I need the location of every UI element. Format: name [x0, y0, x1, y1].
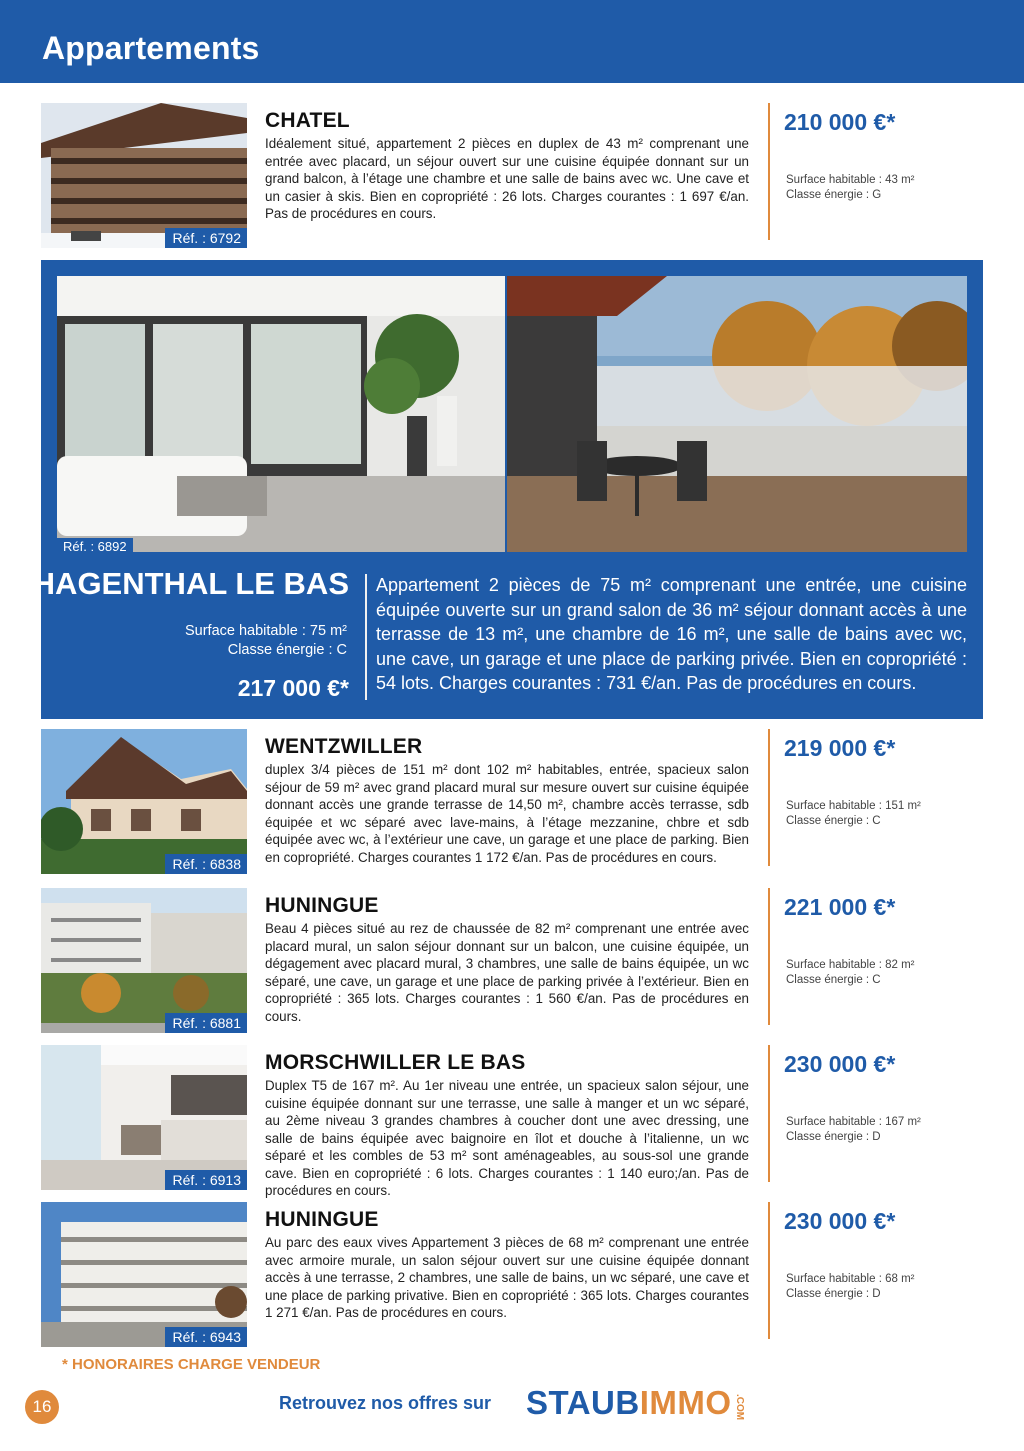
listing-description: Idéalement situé, appartement 2 pièces en duplex de 43 m² comprenant une entrée avec placard, un séjour ouvert sur une cuisine équipée donnant sur un grand balcon, à l’étage une chambre et une salle de bains avec wc. Une cave et un casier à skis. Bien en copropriété : 26 lots. Charges courantes : 1 697 €/an. Pas de procédures en cours.: [265, 136, 749, 221]
listing-specs: [786, 1272, 915, 1302]
listing-card[interactable]: [0, 103, 1024, 253]
listing-photo[interactable]: [41, 888, 247, 1033]
logo-text-staub: STAUB: [526, 1384, 640, 1421]
featured-description: Appartement 2 pièces de 75 m² comprenant une entrée, une cuisine équipée ouverte sur un grand salon de 36 m² séjour donnant accès à une terrasse de 13 m², une chambre de 16 m², une salle de bains avec wc, une cave, un garage et une place de parking privée. Bien en copropriété : 54 lots. Charges courantes : 731 €/an. Pas de procédures en cours.: [376, 575, 967, 693]
listing-price-panel: [768, 103, 970, 240]
listing-card[interactable]: [0, 1202, 1024, 1352]
listing-price-panel: [768, 1202, 970, 1339]
listing-price: 230 000 €*: [784, 1208, 896, 1234]
listing-card[interactable]: [0, 729, 1024, 879]
living-room-photo: [57, 276, 505, 552]
listing-price: 210 000 €*: [784, 109, 896, 135]
listing-price: 221 000 €*: [784, 894, 896, 920]
listing-title: MORSCHWILLER LE BAS: [265, 1051, 526, 1074]
energy-class-text: Classe énergie : C: [786, 974, 881, 986]
kitchen-photo: [41, 1045, 247, 1190]
featured-photo-living-room[interactable]: [57, 276, 505, 552]
divider: [365, 574, 367, 700]
listing-card[interactable]: [0, 888, 1024, 1038]
reference-badge: Réf. : 6892: [57, 538, 133, 555]
listing-price-panel: [768, 729, 970, 866]
page-title: Appartements: [42, 30, 260, 66]
surface-text: Surface habitable : 75 m²: [184, 623, 347, 639]
surface-text: Surface habitable : 43 m²: [786, 174, 915, 186]
fees-note: * HONORAIRES CHARGE VENDEUR: [62, 1356, 321, 1373]
energy-class-text: Classe énergie : C: [786, 815, 881, 827]
listing-specs: [786, 1115, 921, 1145]
house-photo: [41, 729, 247, 874]
featured-title: HAGENTHAL LE BAS: [32, 566, 349, 601]
surface-text: Surface habitable : 151 m²: [786, 800, 921, 812]
listing-price-panel: [768, 1045, 970, 1182]
featured-listing[interactable]: [32, 260, 983, 719]
featured-price: 217 000 €*: [237, 675, 349, 701]
listing-title: CHATEL: [265, 109, 350, 132]
logo-com-suffix: [734, 1392, 748, 1422]
logo-text-immo: IMMO: [639, 1384, 732, 1421]
featured-specs: [185, 622, 347, 660]
staubimmo-logo[interactable]: [526, 1384, 732, 1422]
apartment-building-photo: [41, 1202, 247, 1347]
listing-price: 219 000 €*: [784, 735, 896, 761]
energy-class-text: Classe énergie : G: [786, 189, 882, 201]
energy-class-text: Classe énergie : C: [227, 642, 347, 658]
reference-badge: Réf. : 6792: [165, 228, 248, 248]
listing-photo[interactable]: [41, 103, 247, 248]
listing-title: HUNINGUE: [265, 1208, 379, 1231]
website-prompt: Retrouvez nos offres sur: [279, 1393, 492, 1413]
energy-class-text: Classe énergie : D: [786, 1131, 881, 1143]
energy-class-text: Classe énergie : D: [786, 1288, 881, 1300]
listing-price-panel: [768, 888, 970, 1025]
apartment-block-photo: [41, 888, 247, 1033]
surface-text: Surface habitable : 68 m²: [786, 1273, 915, 1285]
listing-title: WENTZWILLER: [265, 735, 423, 758]
reference-badge: Réf. : 6913: [165, 1170, 248, 1190]
chalet-building-photo: [41, 103, 247, 248]
listing-photo[interactable]: [41, 1202, 247, 1347]
listing-description: duplex 3/4 pièces de 151 m² dont 102 m² habitables, entrée, spacieux salon séjour de 59 m² avec grand placard mural sur mesure ouvert sur cuisine équipée donnant accès une grande terrasse de 14,50 m², chambre accès terrasse, sdb équipée et wc séparé avec lave-mains, à l’étage mezzanine, chbre et sdb équipée avec wc, à l’extérieur une cave, un garage et une place de parking. Bien en copropriété. Charges courantes 1 172 €/an. Pas de procédures en cours.: [265, 762, 749, 865]
terrace-photo: [507, 276, 967, 552]
listing-photo[interactable]: [41, 1045, 247, 1190]
listing-description: Beau 4 pièces situé au rez de chaussée de 82 m² comprenant une entrée avec placard mural, un salon séjour donnant sur un balcon, une cuisine équipée, un dégagement avec placard mural, 3 chambres, une salle de bains équipée, un wc séparé, une cave, un garage et une place de parking privée à l’extérieur. Bien en copropriété : 365 lots. Charges courantes : 1 560 €/an. Pas de procédures en cours.: [265, 921, 749, 1024]
reference-badge: Réf. : 6838: [165, 854, 248, 874]
surface-text: Surface habitable : 167 m²: [786, 1116, 921, 1128]
featured-photo-terrace[interactable]: [507, 276, 967, 552]
listing-card[interactable]: [0, 1045, 1024, 1198]
reference-badge: Réf. : 6881: [165, 1013, 248, 1033]
listing-description: Au parc des eaux vives Appartement 3 pièces de 68 m² comprenant une entrée avec armoire murale, un salon séjour ouvert sur une cuisine équipée donnant accès à une terrasse, 2 chambres, une salle de bains, un wc séparé, une cave et une place de parking privative. Bien en copropriété : 365 lots. Charges courantes 1 271 €/an. Pas de procédures en cours.: [265, 1235, 749, 1320]
reference-badge: Réf. : 6943: [165, 1327, 248, 1347]
listing-photo[interactable]: [41, 729, 247, 874]
listing-specs: [786, 799, 921, 829]
listing-specs: [786, 958, 915, 988]
logo-com-text: .COM: [734, 1394, 745, 1421]
page-header: [0, 0, 1024, 83]
surface-text: Surface habitable : 82 m²: [786, 959, 915, 971]
listing-title: HUNINGUE: [265, 894, 379, 917]
page-number: 16: [25, 1390, 59, 1424]
listing-description: Duplex T5 de 167 m². Au 1er niveau une entrée, un spacieux salon séjour, une cuisine équipée donnant sur une terrasse, une salle à manger et un wc séparé, au 2ème niveau 3 grandes chambres à coucher dont une avec dressing, une salle de bains équipée avec baignoire en îlot et douche à l’italienne, un wc séparé et les combles de 53 m² sont aménageables, au sous-sol une grande cave. Bien en copropriété : 6 lots. Charges courantes : 1 140 euro;/an. Pas de procédures en cours.: [265, 1078, 749, 1198]
listing-specs: [786, 173, 915, 203]
listing-price: 230 000 €*: [784, 1051, 896, 1077]
